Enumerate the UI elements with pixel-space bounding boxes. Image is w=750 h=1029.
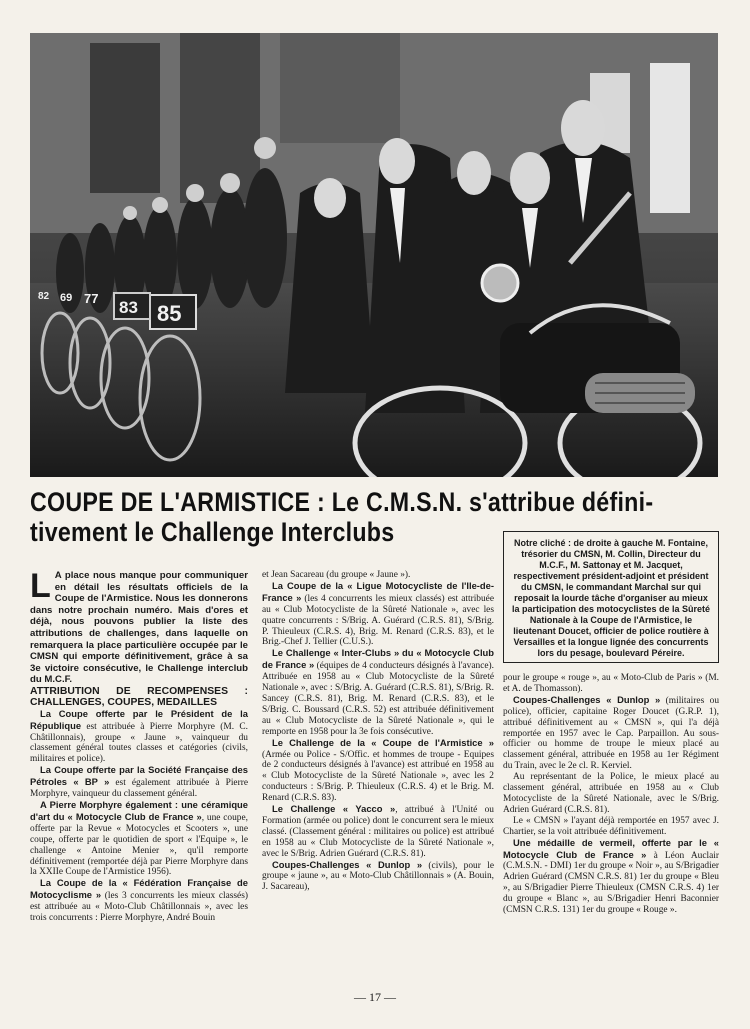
drop-cap: L xyxy=(30,567,51,605)
paragraph-lead-bold: La Coupe offerte par le Président de la République xyxy=(30,707,248,731)
paragraph xyxy=(262,648,494,737)
press-photo xyxy=(30,33,718,477)
headline-line-2: tivement le Challenge Interclubs xyxy=(30,517,395,547)
headline-line-1: COUPE DE L'ARMISTICE : Le C.M.S.N. s'attribue défini- xyxy=(30,487,654,517)
paragraph-lead-bold: La Coupe offerte par la Société Française des Pétroles « BP » xyxy=(30,764,248,788)
section-subheading: ATTRIBUTION DE RECOMPENSES : CHALLENGES, COUPES, MEDAILLES xyxy=(30,685,248,709)
paragraph xyxy=(262,581,494,648)
paragraph-text: (équipes de 4 conducteurs désignés à l'avance). Attribuée en 1958 au « Club Motocycliste de la Sûreté Nationale », avec : S/Brig. A. Guérard (C.R.S. 81), S/Brig. R. Sancey (C.R.S. 81), Brig. M. Renard (C.R.S. 83), et le S/Brig. C. Boussard (C.R.S. 52) est attribuée définitivement au « Club Motocycliste de la Sûreté Nationale », qui le remporte en 1958 pour la 3e fois consécutive. xyxy=(262,661,494,737)
paragraph: Le « CMSN » l'ayant déjà remportée en 1957 avec J. Chartier, se la voit attribuée définitivement. xyxy=(503,815,719,837)
paragraph-text: est attribuée à Pierre Morphyre (M. C. Châtillonnais), groupe « Jaune », vainqueur du classement général toutes classes et catégories (civils, militaires et police). xyxy=(30,721,248,765)
photo-illustration xyxy=(30,33,718,477)
paragraph-text: (les 3 concurrents les mieux classés) est attribuée au « Moto-Club Châtillonnais », avec les trois concurrents : Pierre Morphyre, André Bouin xyxy=(30,891,248,924)
photo-caption: Notre cliché : de droite à gauche M. Fontaine, trésorier du CMSN, M. Collin, Directeur du M.C.F., M. Sattonay et M. Jacquet, respectivement président-adjoint et président du CMSN, le commandant Marchal sur qui reposait la lourde tâche d'organiser au mieux la participation des motocyclistes de la Sûreté Nationale à la Coupe de l'Armistice, le lieutenant Doucet, officier de police routière à Versailles et la longue lignée des concurrents lors du pesage, boulevard Péreire. xyxy=(503,531,719,663)
lead-text: A place nous manque pour communiquer en détail les résultats officiels de la Coupe de l'Armistice. Nous les donnerons dans notre prochain numéro. Mais d'ores et déjà, nous pouvons publier la liste des attributions de challenges, dans laquelle on remarquera la place particulière occupée par le CMSN qui emporte définitivement, grâce à sa 3e victoire consécutive, le Challenge interclub du M.C.F. xyxy=(30,570,248,686)
paragraph-continuation: pour le groupe « rouge », au « Moto-Club de Paris » (M. et A. de Thomasson). xyxy=(503,673,719,694)
article-column-1 xyxy=(30,567,248,924)
paragraph-lead-bold: A Pierre Morphyre également : une céramique d'art du « Motocycle Club de France » xyxy=(30,799,248,822)
paragraph: Au représentant de la Police, le mieux placé au classement général, attribuée en 1958 au « Club Motocycliste de la Sûreté Nationale, avec le S/Brig. Adrien Guérard (C.R.S. 81). xyxy=(503,772,719,815)
paragraph-text: , une coupe, offerte par la Revue « Motocycles et Scooters », une coupe, offerte par le quotidien de sport « l'Equipe », le challenge « Antoine Menier », qu'il remporte définitivement (remportée déjà par Pierre Morphyre dans la XXIIe Coupe de l'Armistice 1956). xyxy=(30,812,248,878)
paragraph-lead-bold: Une médaille de vermeil, offerte par le « Motocycle Club de France » xyxy=(503,836,719,860)
paragraph-lead-bold: La Coupe de la « Fédération Française de Motocyclisme » xyxy=(30,877,248,901)
paragraph-text: à Léon Auclair (C.M.S.N. - DMI) 1er du groupe « Noir », au S/Brigadier Adrien Guérard (CMSN C.R.S. 81) 1er du groupe « Bleu », au S/Brigadier Pierre Thieuleux (CMSN C.R.S. 4) 1er du groupe « Blanc », au S/Brigadier Henri Baconnier (CMSN C.R.S. 131) 1er du groupe « Rouge ». xyxy=(503,850,719,916)
paragraph xyxy=(30,800,248,878)
paragraph-text: , attribué à l'Unité ou Formation (armée ou police) dont le concurrent sera le mieux classé. (Classement général : militaires ou police) est attribué en 1958 au « Club Motocycliste de la Sûreté Nationale », avec le S/Brig. Adrien Guérard (C.R.S. 81). xyxy=(262,805,494,859)
paragraph xyxy=(30,878,248,924)
paragraph xyxy=(262,738,494,804)
paragraph xyxy=(30,765,248,800)
bike-number-83: 83 xyxy=(119,298,138,317)
paragraph-continuation: et Jean Sacareau (du groupe « Jaune »). xyxy=(262,570,411,580)
paragraph-text: (les 4 concurrents les mieux classés) est attribuée au « Club Motocycliste de la Sûreté Nationale », avec les quatre concurrents : S/Brig. A. Guérard (C.R.S. 81), S/Brig. P. Thieuleux (C.R.S. 4), Brig. M. Renard (C.R.S. 83), et le Brig.-Chef J. Tellier (C.U.S.). xyxy=(262,593,495,648)
paragraph-lead-bold: La Coupe de la « Ligue Motocycliste de l'Ile-de-France » xyxy=(262,579,494,603)
paragraph-lead-bold: Le Challenge « Inter-Clubs » du « Motocycle Club de France » xyxy=(262,647,494,671)
paragraph-text: (militaires ou police), officier, capitaine Roger Doucet (G.R.P. 1), attribué définitivement au « CMSN », qui l'a déjà remportée en 1957 avec le Cap. Parpaillon. Au sous-officier ou homme de troupe le mieux placé au classement général, attribuée en 1958 au 1er Régiment du Train, avec le 2e cl. R. Kerviel. xyxy=(503,695,720,772)
paragraph-text: (civils), pour le groupe « jaune », au « Moto-Club Châtillonnais » (A. Bouin, J. Sacareau), xyxy=(262,860,494,893)
paragraph-lead-bold: Le Challenge « Yacco » xyxy=(272,803,396,815)
page-number: — 17 — xyxy=(354,990,396,1004)
article-column-3 xyxy=(503,673,719,916)
paragraph xyxy=(503,695,719,772)
paragraph-lead-bold: Le Challenge de la « Coupe de l'Armistice » xyxy=(272,736,494,748)
paragraph xyxy=(262,804,494,860)
paragraph-text: est également attribuée à Pierre Morphyre, vainqueur du classement général. xyxy=(30,778,248,800)
bike-number-77: 77 xyxy=(84,291,99,306)
lead-paragraph xyxy=(30,567,248,686)
paragraph xyxy=(30,709,248,766)
paragraph xyxy=(503,838,719,916)
bike-number-85: 85 xyxy=(157,301,182,326)
paragraph-lead-bold: Coupes-Challenges « Dunlop » xyxy=(272,858,423,870)
bike-number-69: 69 xyxy=(60,292,73,304)
paragraph-text: (Armée ou Police - S/Offic. et hommes de troupe - Equipes de 2 conducteurs désignés à l'avance) est attribué en 1958 au « Club Motocycliste de la Sûreté Nationale », avec les 2 conducteurs : S/Brig. P. Thieuleux (C.R.S. 4) et le Brig. M. Renard (C.R.S. 83). xyxy=(262,749,494,804)
paragraph xyxy=(262,860,494,894)
bike-number-82: 82 xyxy=(38,291,50,302)
paragraph-lead-bold: Coupes-Challenges « Dunlop » xyxy=(513,693,661,705)
article-column-2 xyxy=(262,570,494,893)
